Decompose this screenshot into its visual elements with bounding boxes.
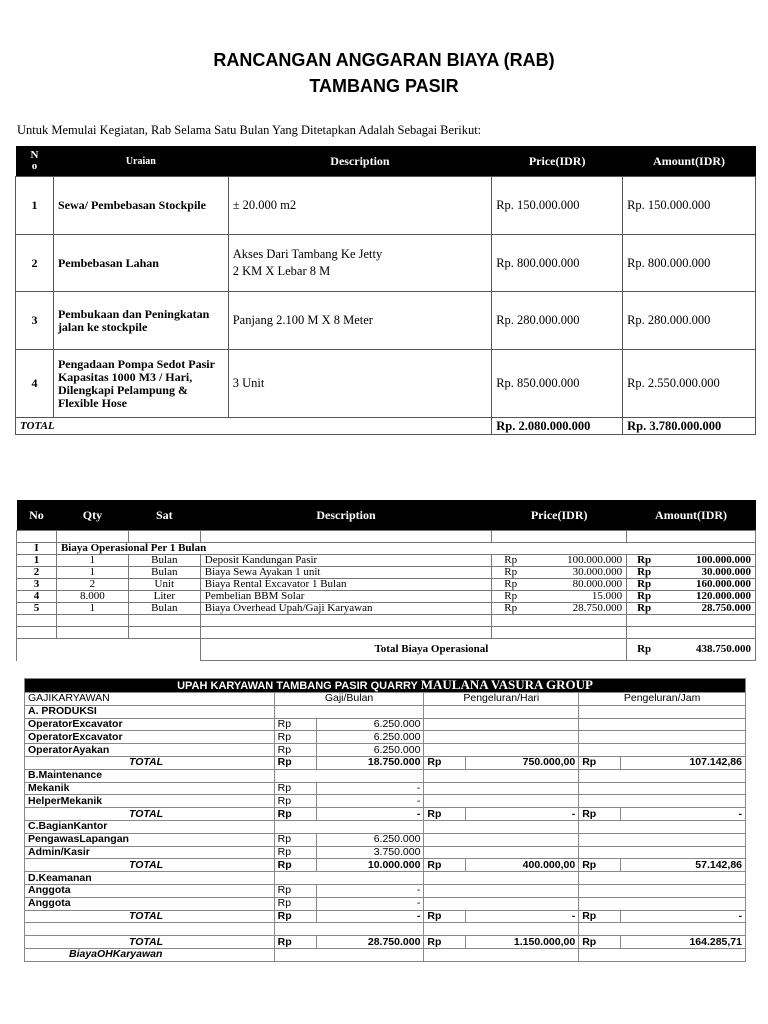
op-cell-price [492, 567, 627, 579]
rab-cell-uraian: Sewa/ Pembebasan Stockpile [53, 177, 228, 235]
wage-currency: Rp [274, 897, 316, 910]
wage-footer-row [25, 948, 746, 961]
rab-cell-price: Rp. 850.000.000 [492, 350, 623, 418]
wage-total-hour: - [621, 910, 746, 923]
wage-empty-cell [579, 705, 746, 718]
rab-cell-description: Panjang 2.100 M X 8 Meter [228, 292, 492, 350]
wage-empty-cell [579, 846, 746, 859]
op-row [17, 579, 756, 591]
op-price-value: 80.000.000 [572, 578, 623, 590]
op-cell-price [492, 603, 627, 615]
wage-employee-name: Mekanik [25, 782, 275, 795]
op-empty-cell [200, 615, 491, 627]
op-empty-cell [128, 627, 200, 639]
wage-empty-cell [274, 923, 424, 936]
wage-row [25, 897, 746, 910]
wage-col-hour: Pengeluran/Jam [579, 693, 746, 706]
rab-cell-description: ± 20.000 m2 [228, 177, 492, 235]
op-price-currency: Rp [504, 566, 518, 578]
wage-col-name: GAJIKARYAWAN [25, 693, 275, 706]
op-cell-description: Biaya Rental Excavator 1 Bulan [200, 579, 491, 591]
wage-total-month: - [316, 808, 424, 821]
wage-empty-cell [424, 948, 579, 961]
wage-total-currency: Rp [274, 936, 316, 949]
wage-employee-name: HelperMekanik [25, 795, 275, 808]
wage-currency: Rp [274, 846, 316, 859]
op-amount-currency: Rp [637, 602, 652, 614]
op-cell-sat: Bulan [128, 603, 200, 615]
wage-employee-name: OperatorExcavator [25, 718, 275, 731]
wage-total-hour: 164.285,71 [621, 936, 746, 949]
col-description: Description [228, 146, 492, 177]
col-no: N o [16, 146, 54, 177]
op-cell-price [492, 591, 627, 603]
op-col-amount: Amount(IDR) [627, 500, 756, 531]
wage-row [25, 833, 746, 846]
rab-table [15, 146, 756, 435]
wage-section-name: A. PRODUKSI [25, 705, 275, 718]
op-empty-cell [627, 615, 756, 627]
wage-row [25, 744, 746, 757]
op-total-label: Total Biaya Operasional [200, 639, 626, 661]
rab-cell-uraian: Pengadaan Pompa Sedot Pasir Kapasitas 1000 M3 / Hari, Dilengkapi Pelampung & Flexible Hose [53, 350, 228, 418]
op-price-value: 30.000.000 [572, 566, 623, 578]
wage-empty-cell [424, 833, 579, 846]
op-cell-sat: Liter [128, 591, 200, 603]
op-empty-cell [17, 615, 57, 627]
wage-empty-cell [274, 948, 424, 961]
op-row [17, 567, 756, 579]
wage-total-row [25, 859, 746, 872]
wage-total-row [25, 808, 746, 821]
wage-title-a: UPAH KARYAWAN TAMBANG PASIR QUARRY [177, 680, 418, 692]
wage-section-row [25, 705, 746, 718]
op-total-currency: Rp [637, 643, 652, 655]
op-total-blank [17, 639, 201, 661]
op-empty-cell [17, 627, 57, 639]
op-cell-description: Biaya Overhead Upah/Gaji Karyawan [200, 603, 491, 615]
wage-empty-cell [579, 795, 746, 808]
op-cell-sat: Bulan [128, 567, 200, 579]
wage-total-label: TOTAL [25, 936, 275, 949]
rab-row [16, 350, 756, 418]
op-empty-cell [56, 627, 128, 639]
wage-currency: Rp [274, 884, 316, 897]
wage-header-row [25, 693, 746, 706]
wage-footer-label: BiayaOHKaryawan [25, 948, 275, 961]
wage-empty-cell [424, 846, 579, 859]
op-empty-cell [56, 615, 128, 627]
intro-text: Untuk Memulai Kegiatan, Rab Selama Satu Bulan Yang Ditetapkan Adalah Sebagai Berikut: [17, 123, 482, 137]
wage-total-label: TOTAL [25, 859, 275, 872]
op-price-value: 28.750.000 [572, 602, 623, 614]
wage-empty-cell [579, 833, 746, 846]
wage-total-day-currency: Rp [424, 859, 466, 872]
wage-row [25, 795, 746, 808]
wage-empty-cell [579, 769, 746, 782]
wage-total-hour-currency: Rp [579, 756, 621, 769]
wage-empty-cell [579, 820, 746, 833]
wage-total-day-currency: Rp [424, 756, 466, 769]
rab-cell-description: 3 Unit [228, 350, 492, 418]
wage-total-hour-currency: Rp [579, 808, 621, 821]
wage-total-day: 400.000,00 [466, 859, 579, 872]
wage-row [25, 846, 746, 859]
op-cell-qty: 1 [56, 567, 128, 579]
op-cell-amount [627, 555, 756, 567]
op-cell-qty: 1 [56, 603, 128, 615]
wage-total-hour-currency: Rp [579, 859, 621, 872]
wage-total-month: 28.750.000 [316, 936, 424, 949]
wage-total-month: 10.000.000 [316, 859, 424, 872]
wage-empty-cell [579, 948, 746, 961]
op-col-sat: Sat [128, 500, 200, 531]
wage-total-hour: 57.142,86 [621, 859, 746, 872]
op-empty-cell [627, 627, 756, 639]
op-total-row [17, 639, 756, 661]
rab-cell-no: 1 [16, 177, 54, 235]
wage-empty-cell [579, 884, 746, 897]
wage-employee-name: Anggota [25, 897, 275, 910]
rab-cell-description: Akses Dari Tambang Ke Jetty 2 KM X Lebar 8 M [228, 235, 492, 292]
wage-month-value: - [316, 884, 424, 897]
wage-total-hour-currency: Rp [579, 936, 621, 949]
op-cell-no: 5 [17, 603, 57, 615]
wage-currency: Rp [274, 795, 316, 808]
wage-total-row [25, 756, 746, 769]
wage-col-day: Pengeluran/Hari [424, 693, 579, 706]
wage-empty-cell [274, 820, 424, 833]
op-cell-amount [627, 591, 756, 603]
wage-empty-cell [274, 872, 424, 885]
op-total-amount: 438.750.000 [696, 643, 751, 655]
op-col-no: No [17, 500, 57, 531]
wage-section-row [25, 769, 746, 782]
rab-cell-price: Rp. 280.000.000 [492, 292, 623, 350]
op-cell-sat: Bulan [128, 555, 200, 567]
op-empty-cell [56, 531, 128, 543]
op-empty-cell [200, 627, 491, 639]
wage-month-value: 6.250.000 [316, 833, 424, 846]
wage-employee-name: OperatorExcavator [25, 731, 275, 744]
wage-total-label: TOTAL [25, 910, 275, 923]
rab-total-label: TOTAL [16, 418, 492, 435]
wage-title-b: MAULANA VASURA GROUP [420, 677, 593, 692]
wage-empty-cell [579, 782, 746, 795]
wage-row [25, 884, 746, 897]
wage-total-hour: - [621, 808, 746, 821]
rab-cell-price: Rp. 150.000.000 [492, 177, 623, 235]
op-row [17, 591, 756, 603]
op-cell-price [492, 555, 627, 567]
wage-grand-total-row [25, 936, 746, 949]
operational-header-row [17, 500, 756, 531]
wage-row [25, 731, 746, 744]
op-section-row [17, 543, 756, 555]
wage-empty-cell [424, 731, 579, 744]
wage-empty-cell [579, 872, 746, 885]
wage-empty-cell [424, 795, 579, 808]
op-cell-sat: Unit [128, 579, 200, 591]
wage-empty-cell [579, 744, 746, 757]
wage-total-month: - [316, 910, 424, 923]
rab-cell-no: 3 [16, 292, 54, 350]
wage-empty-cell [424, 769, 579, 782]
op-amount-value: 100.000.000 [696, 554, 751, 566]
wage-month-value: - [316, 897, 424, 910]
op-cell-description: Pembelian BBM Solar [200, 591, 491, 603]
wage-month-value: 6.250.000 [316, 731, 424, 744]
op-cell-amount [627, 567, 756, 579]
op-row [17, 555, 756, 567]
wage-table [24, 678, 746, 962]
op-empty-cell [128, 531, 200, 543]
wage-month-value: 3.750.000 [316, 846, 424, 859]
op-amount-currency: Rp [637, 554, 652, 566]
rab-cell-amount: Rp. 280.000.000 [623, 292, 756, 350]
wage-row [25, 782, 746, 795]
op-empty-cell [627, 531, 756, 543]
col-price: Price(IDR) [492, 146, 623, 177]
rab-total-price: Rp. 2.080.000.000 [492, 418, 623, 435]
wage-employee-name: PengawasLapangan [25, 833, 275, 846]
wage-section-row [25, 872, 746, 885]
rab-total-amount: Rp. 3.780.000.000 [623, 418, 756, 435]
wage-empty-cell [424, 718, 579, 731]
op-cell-price [492, 579, 627, 591]
op-empty-cell [492, 615, 627, 627]
wage-section-row [25, 820, 746, 833]
wage-employee-name: Admin/Kasir [25, 846, 275, 859]
wage-month-value: - [316, 795, 424, 808]
op-amount-currency: Rp [637, 578, 652, 590]
op-spacer-row [17, 627, 756, 639]
op-col-price: Price(IDR) [492, 500, 627, 531]
rab-cell-no: 2 [16, 235, 54, 292]
wage-spacer-row [25, 923, 746, 936]
op-price-currency: Rp [504, 554, 518, 566]
wage-total-day: 1.150.000,00 [466, 936, 579, 949]
op-cell-description: Deposit Kandungan Pasir [200, 555, 491, 567]
wage-total-day: - [466, 910, 579, 923]
wage-currency: Rp [274, 833, 316, 846]
wage-total-currency: Rp [274, 808, 316, 821]
op-col-description: Description [200, 500, 491, 531]
rab-cell-uraian: Pembebasan Lahan [53, 235, 228, 292]
op-price-currency: Rp [504, 590, 518, 602]
op-amount-currency: Rp [637, 590, 652, 602]
op-empty-cell [200, 531, 491, 543]
wage-empty-cell [579, 923, 746, 936]
wage-empty-cell [274, 705, 424, 718]
rab-cell-amount: Rp. 150.000.000 [623, 177, 756, 235]
wage-empty-cell [424, 782, 579, 795]
wage-row [25, 718, 746, 731]
op-cell-qty: 8.000 [56, 591, 128, 603]
op-amount-currency: Rp [637, 566, 652, 578]
operational-table [16, 500, 756, 661]
rab-row [16, 292, 756, 350]
doc-title-line2: TAMBANG PASIR [309, 76, 459, 96]
op-col-qty: Qty [56, 500, 128, 531]
op-amount-value: 28.750.000 [701, 602, 751, 614]
op-cell-no: 2 [17, 567, 57, 579]
wage-total-label: TOTAL [25, 756, 275, 769]
wage-month-value: - [316, 782, 424, 795]
op-total-amount-cell [627, 639, 756, 661]
op-empty-cell [492, 627, 627, 639]
op-amount-value: 30.000.000 [701, 566, 751, 578]
op-cell-no: 1 [17, 555, 57, 567]
rab-cell-no: 4 [16, 350, 54, 418]
op-section-label: Biaya Operasional Per 1 Bulan [56, 543, 755, 555]
op-cell-amount [627, 579, 756, 591]
wage-empty-cell [424, 897, 579, 910]
op-cell-no: 4 [17, 591, 57, 603]
rab-row [16, 177, 756, 235]
wage-currency: Rp [274, 718, 316, 731]
wage-total-currency: Rp [274, 910, 316, 923]
op-price-currency: Rp [504, 602, 518, 614]
wage-empty-cell [424, 872, 579, 885]
wage-employee-name: Anggota [25, 884, 275, 897]
wage-section-name: C.BagianKantor [25, 820, 275, 833]
wage-empty-cell [424, 744, 579, 757]
op-spacer-row [17, 531, 756, 543]
op-empty-cell [492, 531, 627, 543]
wage-empty-cell [424, 705, 579, 718]
wage-empty-cell [274, 769, 424, 782]
doc-title-line1: RANCANGAN ANGGARAN BIAYA (RAB) [213, 50, 555, 70]
col-amount: Amount(IDR) [623, 146, 756, 177]
wage-employee-name: OperatorAyakan [25, 744, 275, 757]
wage-currency: Rp [274, 744, 316, 757]
wage-empty-cell [579, 718, 746, 731]
op-spacer-row [17, 615, 756, 627]
op-section-no: I [17, 543, 57, 555]
op-cell-description: Biaya Sewa Ayakan 1 unit [200, 567, 491, 579]
col-uraian: Uraian [53, 146, 228, 177]
op-cell-amount [627, 603, 756, 615]
wage-section-name: B.Maintenance [25, 769, 275, 782]
wage-currency: Rp [274, 731, 316, 744]
wage-empty-cell [579, 731, 746, 744]
wage-empty-cell [424, 884, 579, 897]
op-cell-no: 3 [17, 579, 57, 591]
rab-total-row [16, 418, 756, 435]
wage-total-day: - [466, 808, 579, 821]
op-amount-value: 160.000.000 [696, 578, 751, 590]
wage-total-currency: Rp [274, 756, 316, 769]
wage-col-month: Gaji/Bulan [274, 693, 424, 706]
wage-currency: Rp [274, 782, 316, 795]
rab-header-row [16, 146, 756, 177]
rab-cell-amount: Rp. 800.000.000 [623, 235, 756, 292]
wage-empty-cell [424, 820, 579, 833]
wage-total-day: 750.000,00 [466, 756, 579, 769]
rab-cell-price: Rp. 800.000.000 [492, 235, 623, 292]
op-row [17, 603, 756, 615]
wage-total-row [25, 910, 746, 923]
op-cell-qty: 2 [56, 579, 128, 591]
rab-row [16, 235, 756, 292]
wage-empty-cell [424, 923, 579, 936]
op-price-value: 100.000.000 [567, 554, 623, 566]
wage-total-day-currency: Rp [424, 936, 466, 949]
rab-cell-uraian: Pembukaan dan Peningkatan jalan ke stockpile [53, 292, 228, 350]
wage-total-label: TOTAL [25, 808, 275, 821]
op-cell-qty: 1 [56, 555, 128, 567]
wage-total-currency: Rp [274, 859, 316, 872]
wage-month-value: 6.250.000 [316, 744, 424, 757]
wage-section-name: D.Keamanan [25, 872, 275, 885]
op-price-value: 15.000 [591, 590, 623, 602]
op-price-currency: Rp [504, 578, 518, 590]
wage-total-day-currency: Rp [424, 808, 466, 821]
wage-empty-cell [579, 897, 746, 910]
wage-total-hour-currency: Rp [579, 910, 621, 923]
op-empty-cell [128, 615, 200, 627]
wage-month-value: 6.250.000 [316, 718, 424, 731]
wage-total-month: 18.750.000 [316, 756, 424, 769]
wage-title-row [25, 679, 746, 693]
wage-total-day-currency: Rp [424, 910, 466, 923]
wage-empty-cell [25, 923, 275, 936]
op-empty-cell [17, 531, 57, 543]
rab-cell-amount: Rp. 2.550.000.000 [623, 350, 756, 418]
wage-total-hour: 107.142,86 [621, 756, 746, 769]
op-amount-value: 120.000.000 [696, 590, 751, 602]
